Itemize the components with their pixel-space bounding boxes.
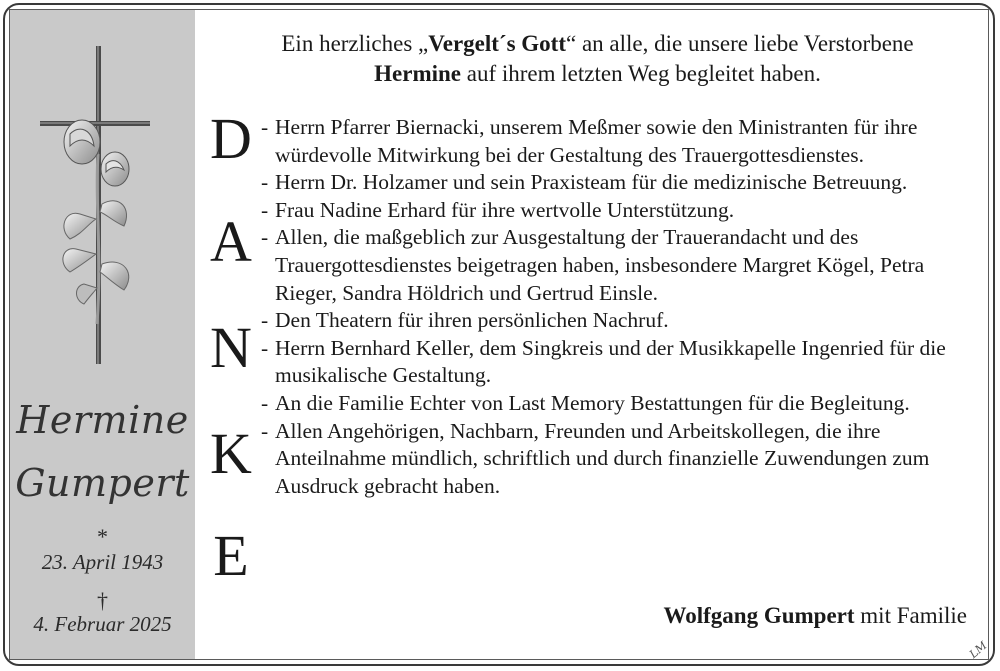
item-dash: - [261, 390, 269, 415]
danke-letter-k: K [210, 421, 252, 486]
thanks-item-text: Frau Nadine Erhard für ihre wertvolle Unterstützung. [275, 197, 735, 222]
intro-line-2-post: auf ihrem letzten Weg begleitet haben. [461, 61, 821, 86]
item-dash: - [261, 225, 269, 250]
intro-name-bold: Hermine [374, 61, 462, 86]
thanks-list [261, 114, 981, 500]
thanks-item-text: Allen, die maßgeblich zur Ausgestaltung der Trauerandacht und des Trauergottesdienstes beigetragen haben, insbesondere Margret Kögel, Petra Rieger, Sandra Höldrich und Gertrud Einsle. [275, 225, 925, 305]
intro-vergelts-gott: Vergelt´s Gott [428, 31, 566, 56]
item-dash: - [261, 335, 269, 360]
signature-suffix: mit Familie [854, 603, 967, 628]
item-dash: - [261, 115, 269, 139]
birth-date: 23. April 1943 [41, 550, 164, 574]
thanks-item-text: Herrn Bernhard Keller, dem Singkreis und der Musikkapelle Ingenried für die musikalische Gestaltung. [275, 335, 946, 388]
intro-line-1-post: “ an alle, die unsere liebe Verstorbene [566, 31, 914, 56]
thanks-item [261, 335, 981, 390]
danke-letter-n: N [210, 315, 252, 380]
birth-symbol: * [97, 524, 108, 549]
signature-name: Wolfgang Gumpert [663, 603, 855, 628]
thanks-item-text: An die Familie Echter von Last Memory Bestattungen für die Begleitung. [275, 390, 910, 415]
thanks-item [261, 197, 981, 225]
corner-logo-icon [960, 632, 994, 666]
thanks-item-text: Allen Angehörigen, Nachbarn, Freunden und Arbeitskollegen, die ihre Anteilnahme mündlich, schriftlich und durch finanzielle Zuwendungen zum Ausdruck gebracht haben. [275, 418, 930, 498]
item-dash: - [261, 418, 269, 443]
danke-letter-e: E [213, 523, 249, 588]
signature [664, 603, 967, 629]
corner-logo [960, 632, 994, 666]
death-symbol: † [97, 588, 108, 613]
death-date: 4. Februar 2025 [33, 612, 172, 636]
item-dash: - [261, 170, 269, 195]
thanks-item [261, 418, 981, 501]
intro-line-1 [205, 29, 990, 59]
intro-line-2 [205, 59, 990, 89]
thanks-item [261, 307, 981, 335]
deceased-first-name: Hermine [16, 398, 189, 442]
intro-line-1-pre: Ein herzliches „ [281, 31, 429, 56]
danke-letter-d: D [210, 106, 252, 171]
intro-text [205, 29, 990, 89]
corner-logo-text: LM [966, 639, 990, 661]
deceased-last-name: Gumpert [15, 461, 190, 505]
item-dash: - [261, 308, 269, 333]
thanks-item [261, 390, 981, 418]
thanks-item-text: Herrn Dr. Holzamer und sein Praxisteam für die medizinische Betreuung. [275, 170, 908, 195]
cross-with-rose-icon [40, 34, 150, 374]
thanks-item-text: Herrn Pfarrer Biernacki, unserem Meßmer sowie den Ministranten für ihre würdevolle Mitwirkung bei der Gestaltung des Trauergottesdienstes. [275, 115, 918, 167]
danke-letter-a: A [210, 209, 252, 274]
item-dash: - [261, 197, 269, 222]
thanks-item-text: Den Theatern für ihren persönlichen Nachruf. [275, 308, 669, 333]
thanks-item [261, 224, 981, 307]
thanks-item [261, 169, 981, 197]
thanks-item [261, 114, 981, 169]
